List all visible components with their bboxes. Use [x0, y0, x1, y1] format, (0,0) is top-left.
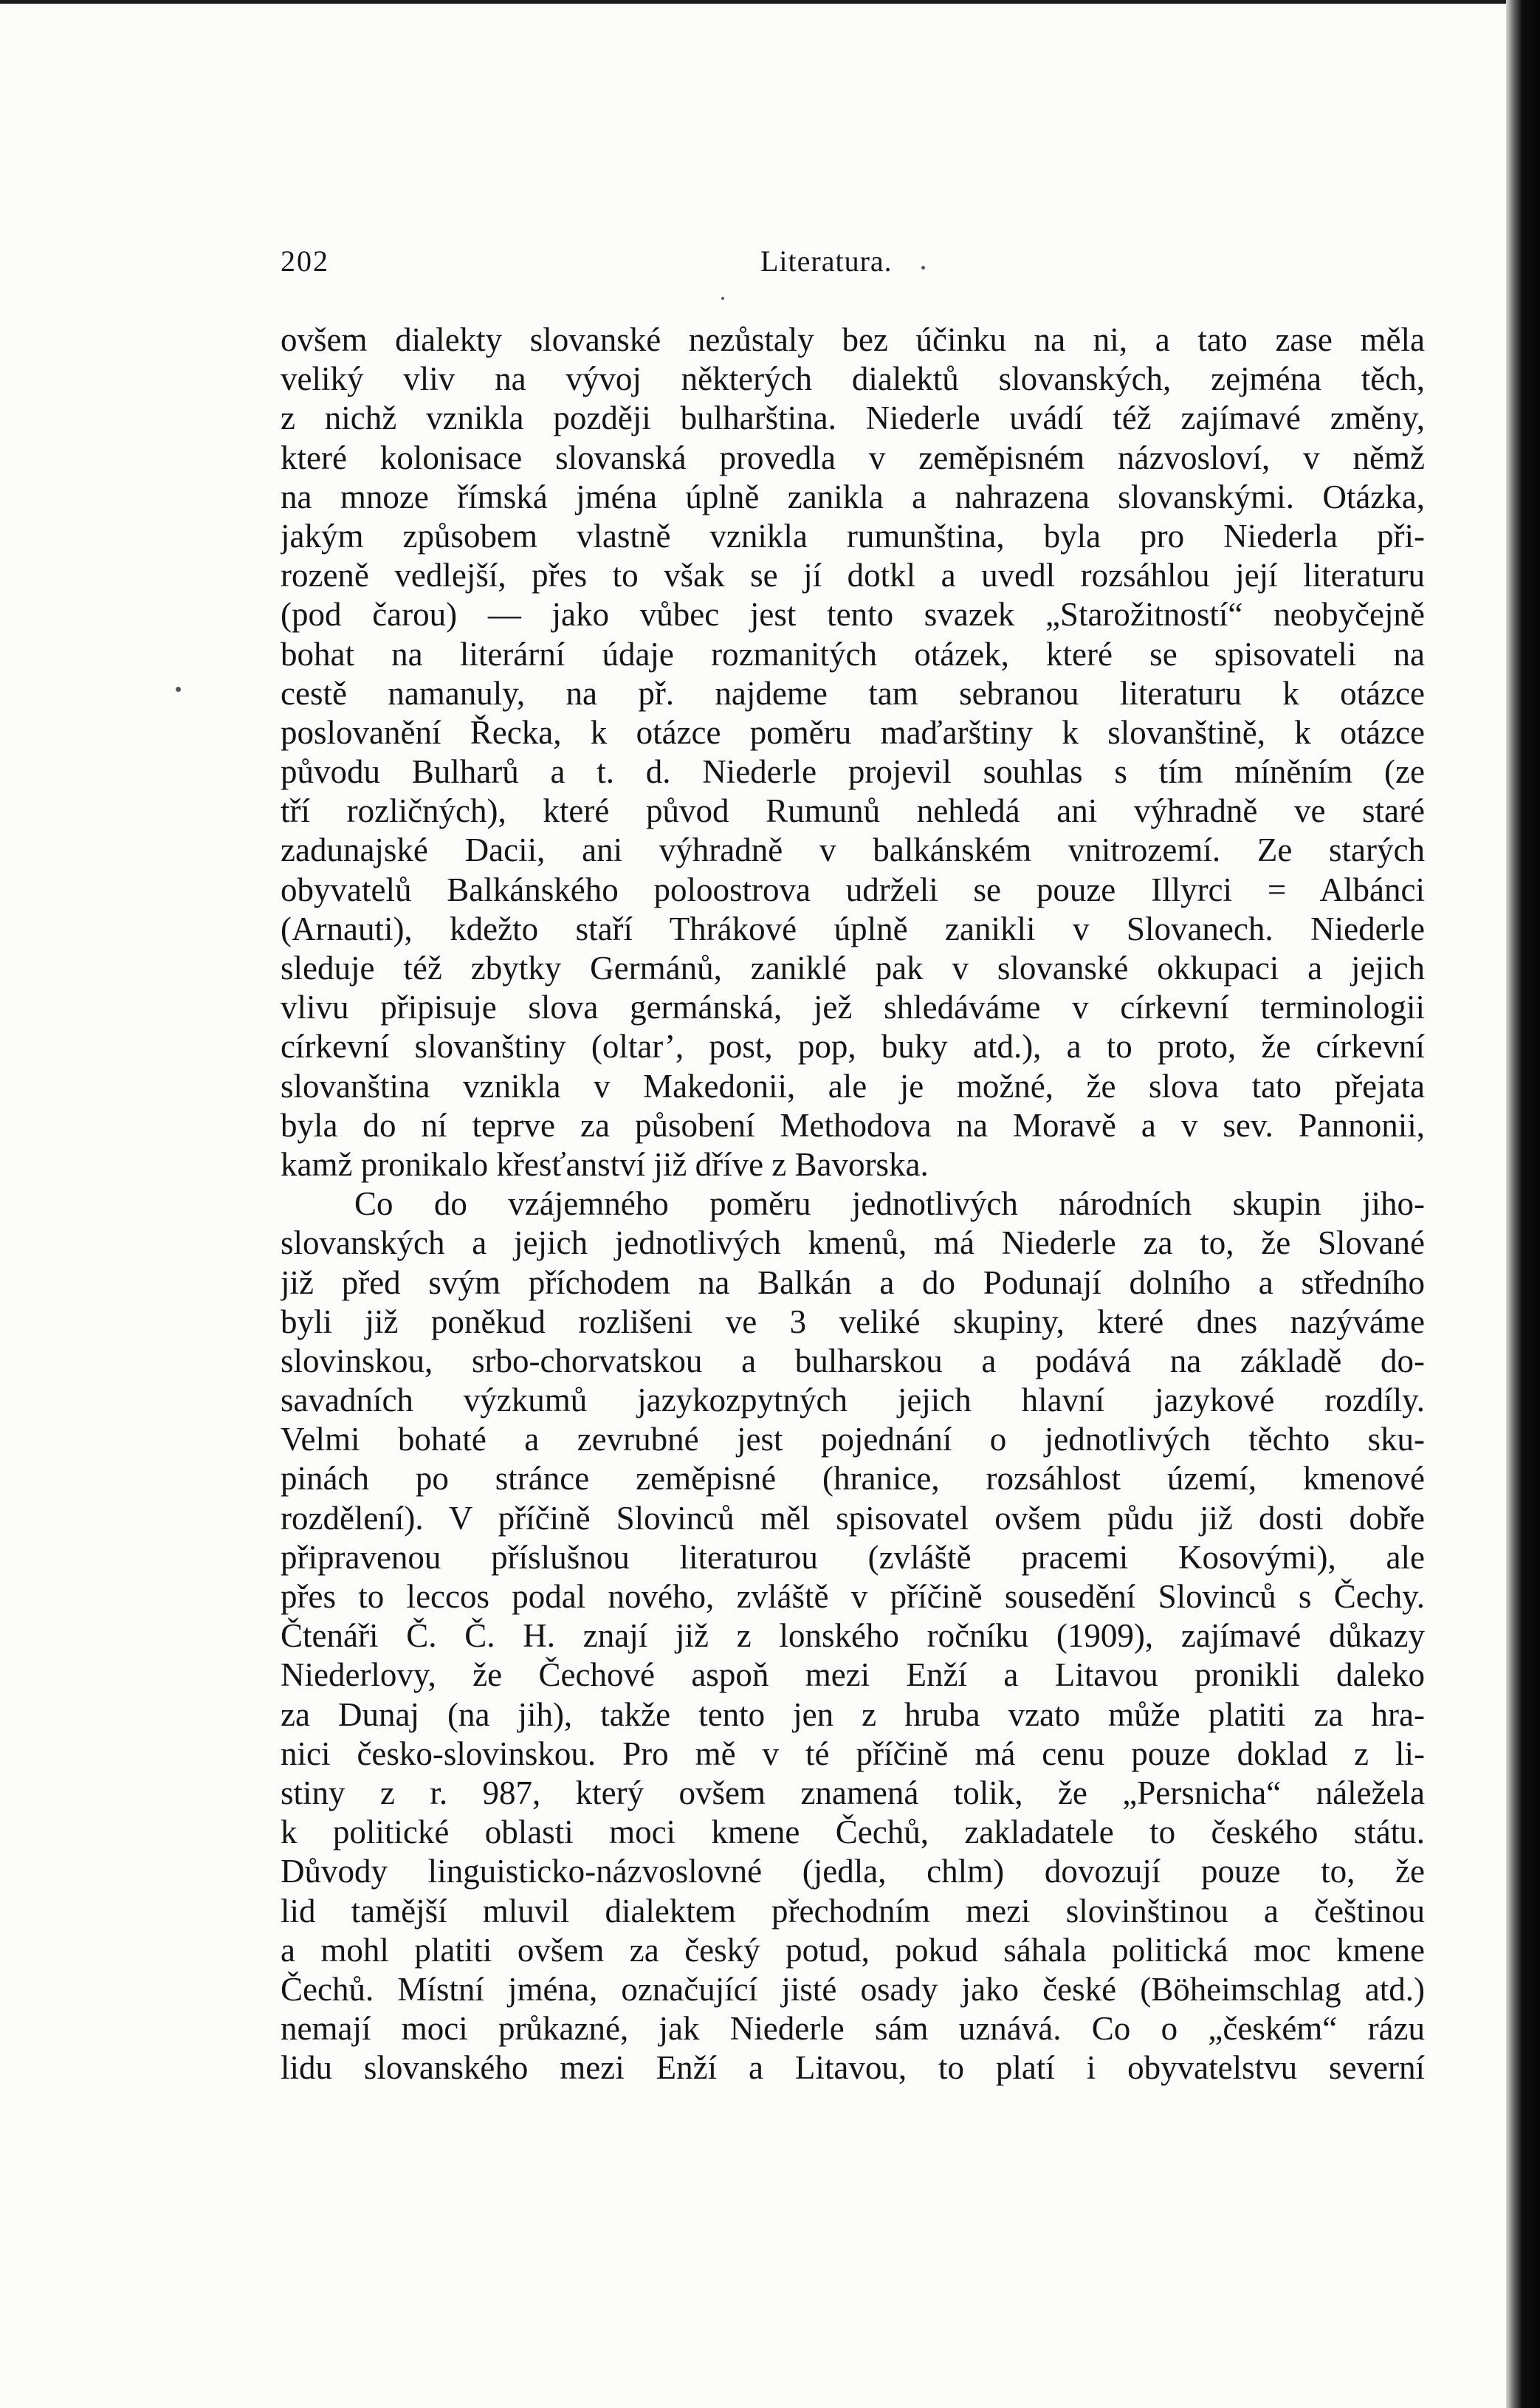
text-line: savadních výzkumů jazykozpytných jejich hlavní jazykové rozdíly. — [281, 1382, 1425, 1419]
running-head: Literatura. — [760, 244, 893, 278]
text-line: přes to leccos podal nového, zvláště v příčině sousedění Slovinců s Čechy. — [281, 1578, 1425, 1615]
text-line: Velmi bohaté a zevrubné jest pojednání o jednotlivých těchto sku- — [281, 1421, 1425, 1458]
text-line: původu Bulharů a t. d. Niederle projevil souhlas s tím míněním (ze — [281, 753, 1425, 791]
text-line: veliký vliv na vývoj některých dialektů slovanských, zejména těch, — [281, 360, 1425, 398]
text-line: ovšem dialekty slovanské nezůstaly bez účinku na ni, a tato zase měla — [281, 321, 1425, 358]
text-line: zadunajské Dacii, ani výhradně v balkánském vnitrozemí. Ze starých — [281, 831, 1425, 869]
paragraph-first-line: Co do vzájemného poměru jednotlivých národních skupin jiho- — [354, 1185, 1425, 1223]
text-line: nici česko-slovinskou. Pro mě v té příčině má cenu pouze doklad z li- — [281, 1735, 1425, 1772]
text-line: byli již poněkud rozlišeni ve 3 veliké skupiny, které dnes nazýváme — [281, 1303, 1425, 1340]
text-line: obyvatelů Balkánského poloostrova udrželi se pouze Illyrci = Albánci — [281, 871, 1425, 908]
text-line: cestě namanuly, na př. najdeme tam sebranou literaturu k otázce — [281, 674, 1425, 712]
text-line: církevní slovanštiny (oltar’, post, pop, buky atd.), a to proto, že církevní — [281, 1028, 1425, 1066]
text-line: byla do ní teprve za působení Methodova na Moravě a v sev. Pannonii, — [281, 1106, 1425, 1144]
text-line: na mnoze římská jména úplně zanikla a nahrazena slovanskými. Otázka, — [281, 478, 1425, 515]
text-line: stiny z r. 987, který ovšem znamená tolik, že „Persnicha“ náležela — [281, 1774, 1425, 1811]
text-line: rozdělení). V příčině Slovinců měl spisovatel ovšem půdu již dosti dobře — [281, 1499, 1425, 1537]
text-line: lid tamější mluvil dialektem přechodním mezi slovinštinou a češtinou — [281, 1892, 1425, 1930]
scan-speck — [921, 266, 925, 270]
text-line: Niederlovy, že Čechové aspoň mezi Enží a Litavou pronikli daleko — [281, 1656, 1425, 1694]
scan-edge-right — [1506, 0, 1540, 2408]
text-line: tří rozličných), které původ Rumunů nehledá ani výhradně ve staré — [281, 792, 1425, 830]
text-line: Čtenáři Č. Č. H. znají již z lonského ročníku (1909), zajímavé důkazy — [281, 1617, 1425, 1655]
text-line: vlivu připisuje slova germánská, jež shledáváme v církevní terminologii — [281, 989, 1425, 1026]
text-line: poslovanění Řecka, k otázce poměru maďarštiny k slovanštině, k otázce — [281, 713, 1425, 751]
text-line: připravenou příslušnou literaturou (zvláště pracemi Kosovými), ale — [281, 1538, 1425, 1576]
text-line: sleduje též zbytky Germánů, zaniklé pak v slovanské okkupaci a jejich — [281, 950, 1425, 987]
text-line: bohat na literární údaje rozmanitých otázek, které se spisovateli na — [281, 635, 1425, 673]
page-number: 202 — [281, 244, 329, 278]
text-line: slovanských a jejich jednotlivých kmenů, má Niederle za to, že Slované — [281, 1224, 1425, 1262]
text-line: z nichž vznikla později bulharština. Niederle uvádí též zajímavé změny, — [281, 399, 1425, 437]
text-line: nemají moci průkazné, jak Niederle sám uznává. Co o „českém“ rázu — [281, 2010, 1425, 2048]
scan-speck — [721, 297, 724, 300]
text-line: lidu slovanského mezi Enží a Litavou, to platí i obyvatelstvu severní — [281, 2049, 1425, 2087]
text-line: a mohl platiti ovšem za český potud, pokud sáhala politická moc kmene — [281, 1931, 1425, 1969]
text-line: slovinskou, srbo-chorvatskou a bulharskou a podává na základě do- — [281, 1342, 1425, 1379]
body-text — [281, 320, 1425, 2088]
scan-edge-top — [0, 0, 1506, 4]
text-line: k politické oblasti moci kmene Čechů, zakladatele to českého státu. — [281, 1814, 1425, 1851]
text-line: které kolonisace slovanská provedla v zeměpisném názvosloví, v němž — [281, 439, 1425, 476]
text-line: (Arnauti), kdežto staří Thrákové úplně zanikli v Slovanech. Niederle — [281, 910, 1425, 947]
paragraph-last-line: kamž pronikalo křesťanství již dříve z Bavorska. — [281, 1145, 929, 1183]
text-line: jakým způsobem vlastně vznikla rumunština, byla pro Niederla při- — [281, 517, 1425, 555]
text-line: Důvody linguisticko-názvoslovné (jedla, chlm) dovozují pouze to, že — [281, 1853, 1425, 1890]
text-line: již před svým příchodem na Balkán a do Podunají dolního a středního — [281, 1263, 1425, 1301]
text-line: Čechů. Místní jména, označující jisté osady jako české (Böheimschlag atd.) — [281, 1970, 1425, 2008]
text-line: (pod čarou) — jako vůbec jest tento svazek „Starožitností“ neobyčejně — [281, 596, 1425, 634]
text-line: pinách po stránce zeměpisné (hranice, rozsáhlost území, kmenové — [281, 1460, 1425, 1498]
scan-speck — [176, 687, 181, 692]
text-line: slovanština vznikla v Makedonii, ale je možné, že slova tato přejata — [281, 1067, 1425, 1105]
text-line: rozeně vedlejší, přes to však se jí dotkl a uvedl rozsáhlou její literaturu — [281, 557, 1425, 594]
text-line: za Dunaj (na jih), takže tento jen z hruba vzato může platiti za hra- — [281, 1695, 1425, 1733]
